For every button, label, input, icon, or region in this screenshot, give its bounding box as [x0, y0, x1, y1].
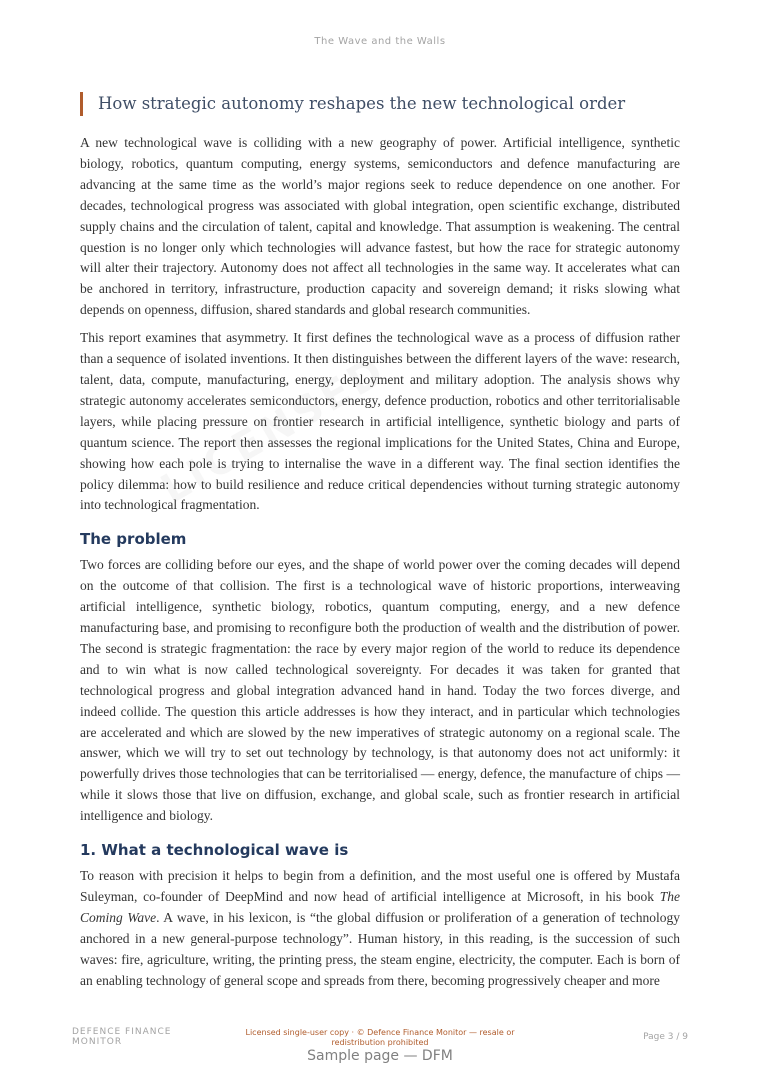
intro-paragraph-1: A new technological wave is colliding with a new geography of power. Artificial intelligence, synthetic biology, robotics, quantum computing, energy systems, semiconductors and defence manufacturing are advancing at the same time as the world’s major regions seek to reduce dependence on one another. For decades, technological progress was associated with global integration, open scientific exchange, distributed supply chains and the circulation of talent, capital and knowledge. That assumption is weakening. The central question is no longer only which technologies will advance fastest, but how the race for strategic autonomy will alter their trajectory. Autonomy does not affect all technologies in the same way. It accelerates what can be anchored in territory, infrastructure, production capacity and sovereign demand; it risks slowing what depends on openness, diffusion, shared standards and global research communities. [80, 135, 680, 318]
book-title: The Coming Wave [80, 889, 680, 925]
wave-paragraph-start: To reason with precision it helps to begin from a definition, and the most useful one is offered by Mustafa Suleyman, co-founder of DeepMind and now head of artificial intelligence at Microsoft, in his book [80, 868, 680, 904]
footer-publisher [72, 1027, 202, 1047]
wave-paragraph-end: . A wave, in his lexicon, is “the global diffusion or proliferation of a generation of technology anchored in a new general-purpose technology”. Human history, in this reading, is the succession of such waves: fire, agriculture, writing, the printing press, the steam engine, electricity, the computer. Each is born of an enabling technology of general scope and spreads from there, becoming progressively cheaper and more [80, 909, 680, 988]
section-heading-problem: The problem [80, 530, 187, 549]
sample-page-label: Sample page — DFM [307, 1048, 453, 1064]
publisher-line-1: DEFENCE FINANCE [72, 1027, 172, 1037]
section-heading-wave: 1. What a technological wave is [80, 841, 349, 860]
publisher-line-2: MONITOR [72, 1037, 123, 1047]
wave-paragraph [80, 866, 680, 991]
page-body [80, 92, 680, 999]
footer-license-notice: Licensed single-user copy · © Defence Finance Monitor — resale or redistribution prohibited [245, 1028, 515, 1047]
running-header: The Wave and the Walls [314, 36, 446, 47]
footer-page-number: Page 3 / 9 [643, 1032, 688, 1042]
intro-paragraph-2: This report examines that asymmetry. It first defines the technological wave as a process of diffusion rather than a sequence of isolated inventions. It then distinguishes between the different layers of the wave: research, talent, data, compute, manufacturing, energy, deployment and military adoption. The analysis shows why strategic autonomy accelerates semiconductors, energy, defence production, robotics and other territorialisable layers, while placing pressure on frontier research in artificial intelligence, synthetic biology and parts of quantum science. The report then assesses the regional implications for the United States, China and Europe, showing how each pole is trying to internalise the wave in a different way. The final section identifies the policy dilemma: how to build resilience and reduce critical dependencies without turning strategic autonomy into technological fragmentation. [80, 330, 680, 513]
chapter-title: How strategic autonomy reshapes the new technological order [80, 92, 680, 116]
problem-paragraph: Two forces are colliding before our eyes, and the shape of world power over the coming decades will depend on the outcome of that collision. The first is a technological wave of historic proportions, interweaving artificial intelligence, synthetic biology, robotics, quantum computing, energy, and a new defence manufacturing base, and promising to reconfigure both the production of wealth and the distribution of power. The second is strategic fragmentation: the race by every major region of the world to reduce its dependence and to win what is now called technological sovereignty. For decades it was taken for granted that technological progress and global integration advanced hand in hand. Today the two forces diverge, and indeed collide. The question this article addresses is how they interact, and in particular which technologies are accelerated and which are slowed by the new imperatives of strategic autonomy on a regional scale. The answer, which we will try to set out technology by technology, is that autonomy does not act uniformly: it powerfully drives those technologies that can be territorialised — energy, defence, the manufacture of chips — while it slows those that live on diffusion, exchange, and global scale, such as frontier research in artificial intelligence and biology. [80, 557, 680, 824]
